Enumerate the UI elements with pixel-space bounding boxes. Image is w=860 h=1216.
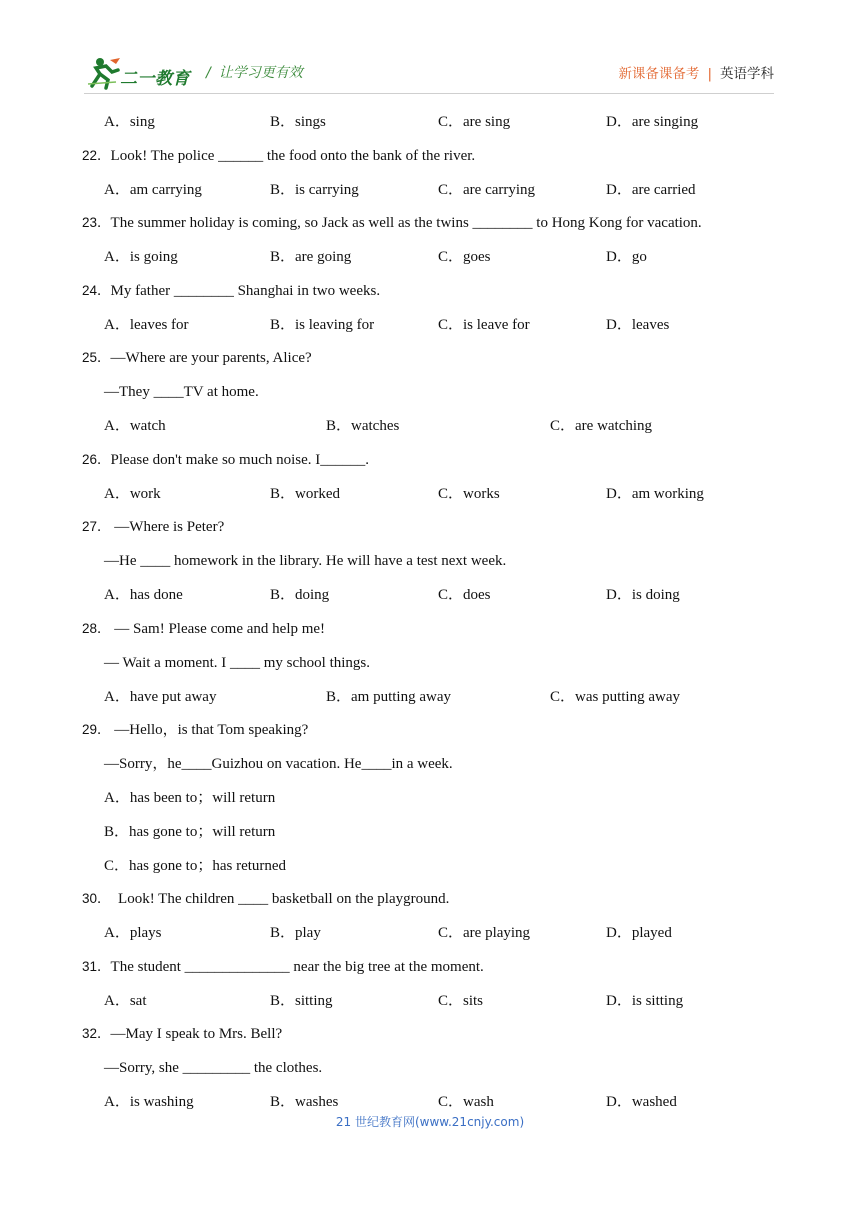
option-c[interactable]: C．has gone to；has returned xyxy=(104,858,287,874)
option-b[interactable]: B．doing xyxy=(270,587,330,603)
question-stem-line-2: —They ____TV at home. xyxy=(104,384,259,400)
slogan-slash: / xyxy=(206,65,211,81)
option-a[interactable]: A．has done xyxy=(104,587,183,603)
question-number: 26． xyxy=(82,452,111,467)
option-d[interactable]: D．leaves xyxy=(606,317,670,333)
question-stem: — Sam! Please come and help me! xyxy=(110,621,326,637)
question-stem: —Where is Peter? xyxy=(110,519,225,535)
option-c[interactable]: C．goes xyxy=(438,249,491,265)
option-d[interactable]: D．am working xyxy=(606,486,704,502)
option-a[interactable]: A．has been to；will return xyxy=(104,790,276,806)
option-c[interactable]: C．is leave for xyxy=(438,317,530,333)
option-a[interactable]: A．am carrying xyxy=(104,182,202,198)
question-stem-line-2: —Sorry, she _________ the clothes. xyxy=(104,1060,323,1076)
option-a[interactable]: A．work xyxy=(104,486,161,502)
option-b[interactable]: B．am putting away xyxy=(326,689,451,705)
option-a[interactable]: A．is washing xyxy=(104,1094,194,1110)
question-stem: The student ______________ near the big tree at the moment. xyxy=(110,959,484,975)
option-d[interactable]: D．go xyxy=(606,249,647,265)
option-b[interactable]: B．is leaving for xyxy=(270,317,375,333)
question-number: 23． xyxy=(82,215,111,230)
option-b[interactable]: B．sitting xyxy=(270,993,333,1009)
option-d[interactable]: D．are carried xyxy=(606,182,696,198)
option-c[interactable]: C．was putting away xyxy=(550,689,680,705)
header-course-label: 新课备课备考 xyxy=(618,66,700,82)
option-a[interactable]: A．sat xyxy=(104,993,147,1009)
question-number: 30． xyxy=(82,891,111,906)
header-subject: 英语学科 xyxy=(720,66,774,82)
question-number: 27． xyxy=(82,519,111,534)
logo-text: 二一教育 xyxy=(120,69,190,89)
option-b[interactable]: B．worked xyxy=(270,486,340,502)
question-number: 25． xyxy=(82,350,111,365)
slogan xyxy=(206,62,303,82)
option-c[interactable]: C．are watching xyxy=(550,418,653,434)
question-stem: —Where are your parents, Alice? xyxy=(110,350,312,366)
question-stem: Look! The children ____ basketball on the playground. xyxy=(110,891,450,907)
question-number: 24． xyxy=(82,283,111,298)
question-number: 29． xyxy=(82,722,111,737)
option-a[interactable]: A．sing xyxy=(104,114,155,130)
option-a[interactable]: A．is going xyxy=(104,249,178,265)
option-c[interactable]: C．wash xyxy=(438,1094,494,1110)
question-number: 28． xyxy=(82,621,111,636)
question-stem: —Hello，is that Tom speaking? xyxy=(110,722,309,738)
option-c[interactable]: C．are carrying xyxy=(438,182,536,198)
question-stem-line-2: —Sorry，he____Guizhou on vacation. He____in a week. xyxy=(104,756,453,772)
question-number: 22． xyxy=(82,148,111,163)
option-b[interactable]: B．has gone to；will return xyxy=(104,824,276,840)
option-d[interactable]: D．played xyxy=(606,925,672,941)
question-stem-line-2: — Wait a moment. I ____ my school things. xyxy=(104,655,370,671)
question-stem: The summer holiday is coming, so Jack as well as the twins ________ to Hong Kong for vacation. xyxy=(110,215,702,231)
option-a[interactable]: A．plays xyxy=(104,925,162,941)
option-b[interactable]: B．are going xyxy=(270,249,352,265)
page-footer[interactable]: 21 世纪教育网(www.21cnjy.com) xyxy=(335,1115,525,1129)
question-number: 32． xyxy=(82,1026,111,1041)
header-divider xyxy=(84,93,774,94)
option-b[interactable]: B．washes xyxy=(270,1094,339,1110)
option-c[interactable]: C．are sing xyxy=(438,114,511,130)
option-b[interactable]: B．is carrying xyxy=(270,182,359,198)
option-a[interactable]: A．leaves for xyxy=(104,317,189,333)
option-c[interactable]: C．sits xyxy=(438,993,484,1009)
option-b[interactable]: B．sings xyxy=(270,114,326,130)
question-stem: Please don't make so much noise. I______. xyxy=(110,452,370,468)
question-number: 31． xyxy=(82,959,111,974)
option-b[interactable]: B．play xyxy=(270,925,321,941)
option-b[interactable]: B．watches xyxy=(326,418,400,434)
option-a[interactable]: A．have put away xyxy=(104,689,217,705)
option-d[interactable]: D．is sitting xyxy=(606,993,684,1009)
option-c[interactable]: C．are playing xyxy=(438,925,531,941)
slogan-text: 让学习更有效 xyxy=(218,65,303,81)
option-c[interactable]: C．does xyxy=(438,587,491,603)
option-d[interactable]: D．are singing xyxy=(606,114,699,130)
option-c[interactable]: C．works xyxy=(438,486,500,502)
option-d[interactable]: D．washed xyxy=(606,1094,677,1110)
option-a[interactable]: A．watch xyxy=(104,418,166,434)
question-stem: Look! The police ______ the food onto the bank of the river. xyxy=(110,148,476,164)
header-right xyxy=(618,62,774,82)
question-stem-line-2: —He ____ homework in the library. He will have a test next week. xyxy=(104,553,507,569)
option-d[interactable]: D．is doing xyxy=(606,587,680,603)
page-header xyxy=(0,0,860,100)
question-stem: —May I speak to Mrs. Bell? xyxy=(110,1026,283,1042)
header-separator: | xyxy=(707,66,712,82)
question-stem: My father ________ Shanghai in two weeks. xyxy=(110,283,381,299)
